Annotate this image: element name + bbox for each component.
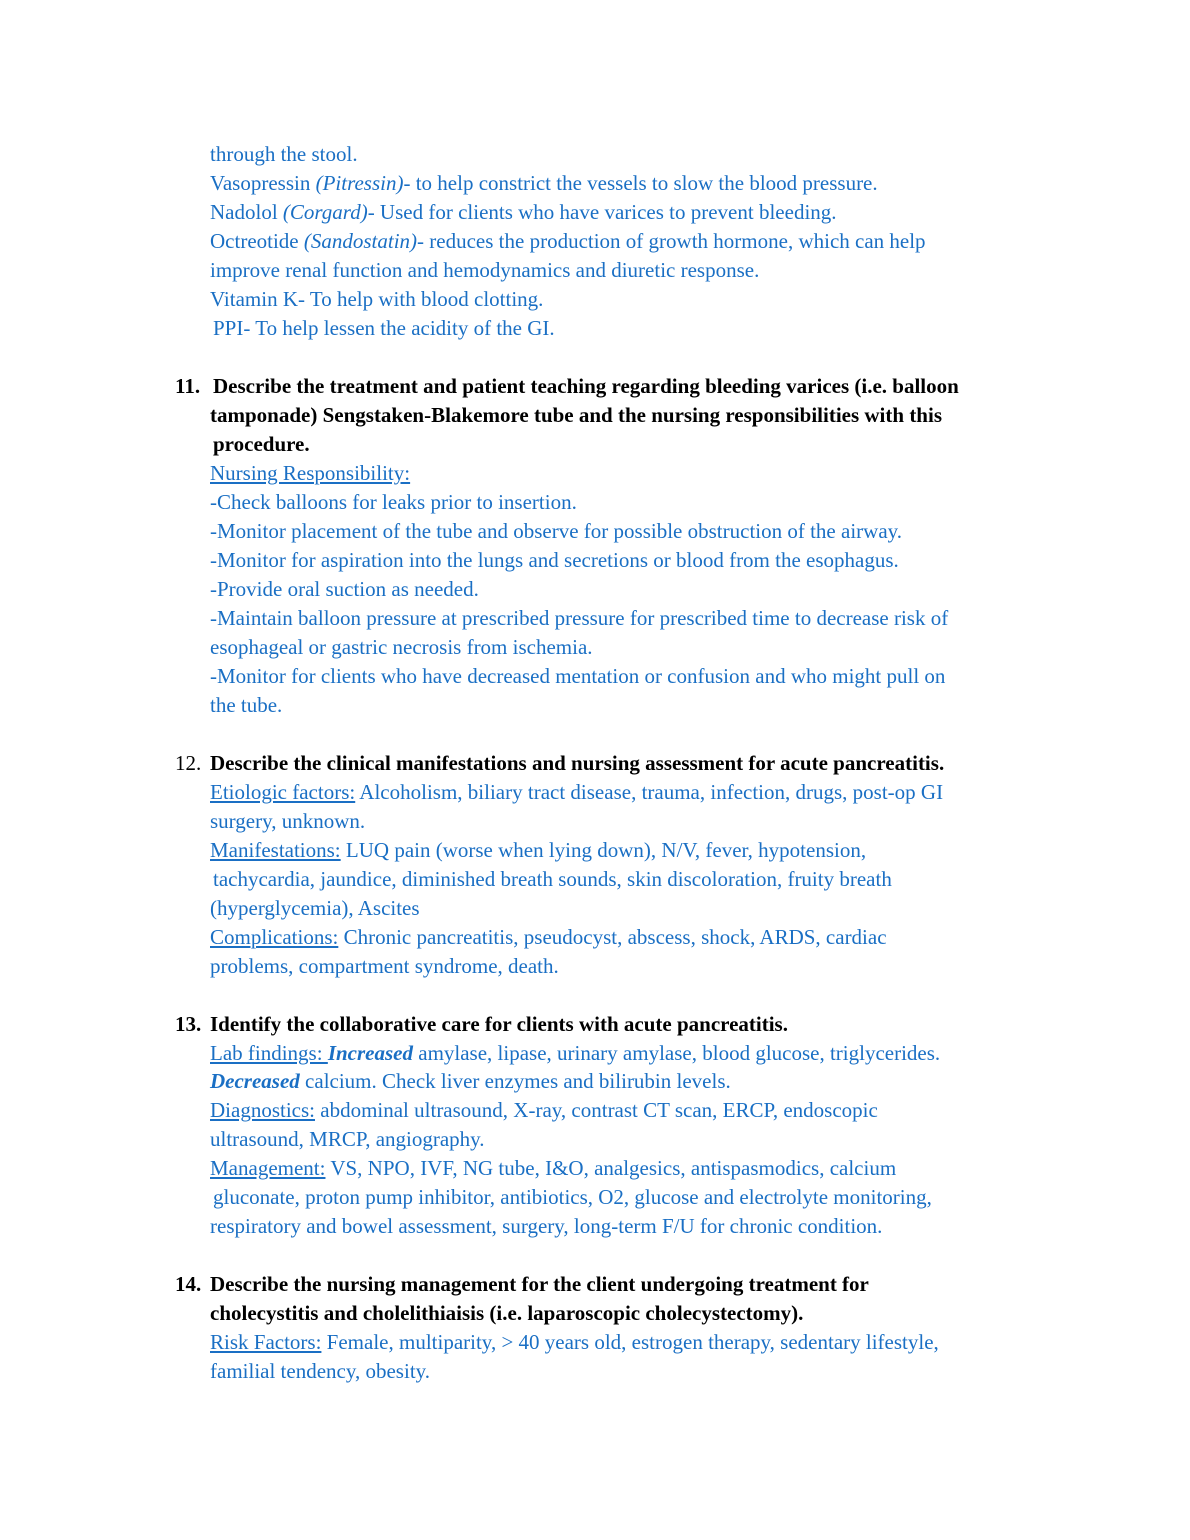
q12-number: 12. [175,751,202,775]
q14-risk-factors: Risk Factors: Female, multiparity, > 40 years old, estrogen therapy, sedentary lifestyle, [210,1330,939,1354]
med-ppi: PPI- To help lessen the acidity of the GI. [213,316,555,340]
q11-item-balloon-pressure: -Maintain balloon pressure at prescribed pressure for prescribed time to decrease risk of [210,606,949,630]
q12-etiologic-cont: surgery, unknown. [210,809,366,833]
q13-diagnostics-cont: ultrasound, MRCP, angiography. [210,1127,485,1151]
q13-management-cont2: respiratory and bowel assessment, surgery, long-term F/U for chronic condition. [210,1214,883,1238]
q11-item-oral-suction: -Provide oral suction as needed. [210,577,479,601]
med-nadolol: Nadolol (Corgard)- Used for clients who have varices to prevent bleeding. [210,200,837,224]
q12-complications: Complications: Chronic pancreatitis, pseudocyst, abscess, shock, ARDS, cardiac [210,925,887,949]
q13-diagnostics: Diagnostics: abdominal ultrasound, X-ray, contrast CT scan, ERCP, endoscopic [210,1098,878,1122]
intro-stool-line: through the stool. [210,142,358,166]
q12-etiologic: Etiologic factors: Alcoholism, biliary tract disease, trauma, infection, drugs, post-op GI [210,780,944,804]
med-octreotide: Octreotide (Sandostatin)- reduces the production of growth hormone, which can help [210,229,926,253]
q14-question-line1: Describe the nursing management for the client undergoing treatment for [210,1272,869,1296]
q11-nursing-responsibility-label: Nursing Responsibility: [210,461,411,485]
q11-question-line3: procedure. [213,432,310,456]
q11-item-mentation: -Monitor for clients who have decreased mentation or confusion and who might pull on [210,664,946,688]
q11-question-line1: Describe the treatment and patient teaching regarding bleeding varices (i.e. balloon [213,374,959,398]
q12-complications-cont: problems, compartment syndrome, death. [210,954,559,978]
q11-item-monitor-placement: -Monitor placement of the tube and observe for possible obstruction of the airway. [210,519,903,543]
q13-question: Identify the collaborative care for clients with acute pancreatitis. [210,1012,788,1036]
q11-question-line2: tamponade) Sengstaken-Blakemore tube and the nursing responsibilities with this [210,403,942,427]
q11-item-balloon-pressure-cont: esophageal or gastric necrosis from ischemia. [210,635,593,659]
q13-management: Management: VS, NPO, IVF, NG tube, I&O, analgesics, antispasmodics, calcium [210,1156,897,1180]
q13-management-cont1: gluconate, proton pump inhibitor, antibiotics, O2, glucose and electrolyte monitoring, [213,1185,932,1209]
q12-manifestations: Manifestations: LUQ pain (worse when lying down), N/V, fever, hypotension, [210,838,867,862]
q13-lab-findings: Lab findings: Increased amylase, lipase, urinary amylase, blood glucose, triglycerides. [210,1041,941,1065]
q12-manifestations-cont2: (hyperglycemia), Ascites [210,896,420,920]
q11-number: 11. [175,374,201,398]
med-vasopressin: Vasopressin (Pitressin)- to help constrict the vessels to slow the blood pressure. [210,171,878,195]
q12-manifestations-cont1: tachycardia, jaundice, diminished breath sounds, skin discoloration, fruity breath [213,867,892,891]
q11-item-mentation-cont: the tube. [210,693,283,717]
q13-lab-findings-cont: Decreased calcium. Check liver enzymes and bilirubin levels. [210,1069,731,1093]
q14-number: 14. [175,1272,202,1296]
med-octreotide-cont: improve renal function and hemodynamics and diuretic response. [210,258,760,282]
q11-item-monitor-aspiration: -Monitor for aspiration into the lungs and secretions or blood from the esophagus. [210,548,899,572]
q14-risk-factors-cont: familial tendency, obesity. [210,1359,431,1383]
q13-number: 13. [175,1012,202,1036]
q12-question: Describe the clinical manifestations and nursing assessment for acute pancreatitis. [210,751,945,775]
q14-question-line2: cholecystitis and cholelithiaisis (i.e. laparoscopic cholecystectomy). [210,1301,804,1325]
med-vitamin-k: Vitamin K- To help with blood clotting. [210,287,544,311]
q11-item-check-balloons: -Check balloons for leaks prior to insertion. [210,490,577,514]
